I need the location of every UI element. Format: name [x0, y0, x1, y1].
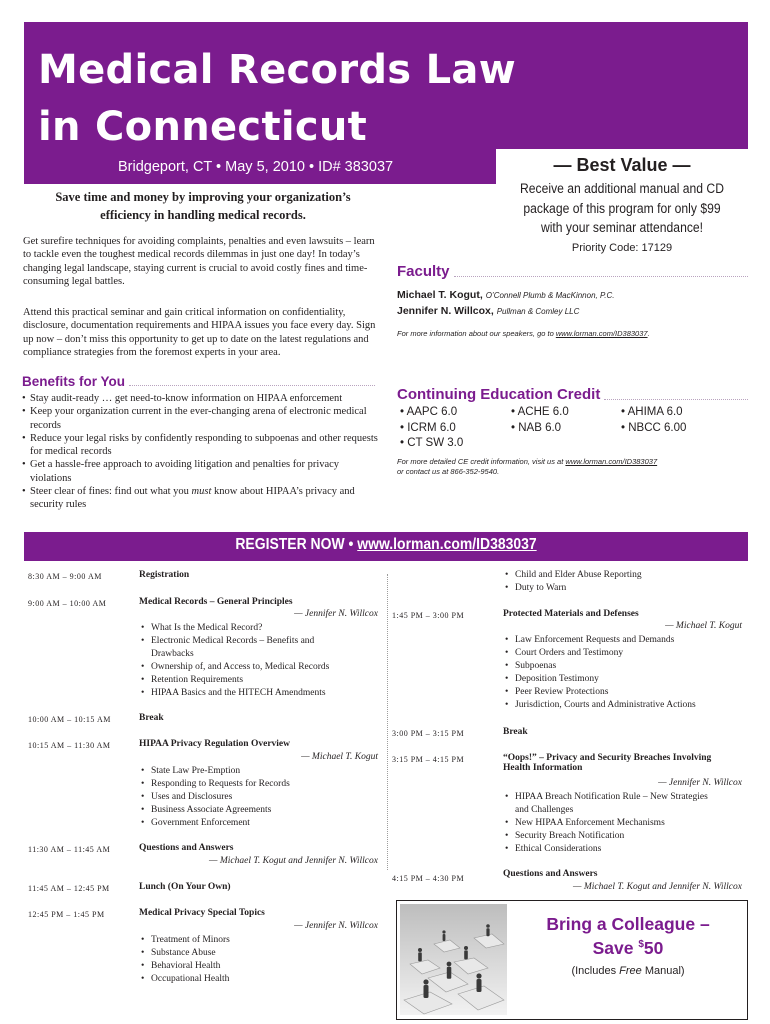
list-item: • Responding to Requests for Records: [139, 778, 384, 791]
session-topics: [139, 934, 384, 986]
ce-heading: Continuing Education Credit: [397, 386, 748, 403]
session-topics: [503, 569, 748, 595]
column-divider: [387, 574, 388, 870]
session-title: HIPAA Privacy Regulation Overview: [139, 739, 291, 749]
list-item: • Stay audit-ready … get need-to-know information on HIPAA enforcement: [22, 392, 378, 405]
session-title: Protected Materials and Defenses: [503, 609, 639, 619]
list-item: • Child and Elder Abuse Reporting: [503, 569, 748, 582]
list-item: and Challenges: [515, 805, 574, 815]
list-item: • Occupational Health: [139, 973, 384, 986]
list-item: • Retention Requirements: [139, 674, 384, 687]
session-title: Questions and Answers: [503, 869, 598, 879]
session-time: 3:00 PM – 3:15 PM: [392, 729, 465, 738]
benefits-list: [22, 392, 378, 512]
list-item: • Substance Abuse: [139, 947, 384, 960]
ce-credit: • AHIMA 6.0: [621, 405, 686, 421]
tagline: Save time and money by improving your organization’s efficiency in handling medical records.: [55, 190, 351, 222]
list-item: • Uses and Disclosures: [139, 791, 384, 804]
list-item: • Peer Review Protections: [503, 686, 748, 699]
session-topics: [503, 634, 748, 712]
list-item: • Behavioral Health: [139, 960, 384, 973]
priority-code: Priority Code: 17129: [571, 242, 673, 254]
list-item: • Get a hassle-free approach to avoiding litigation and penalties for privacy violations: [22, 458, 378, 485]
list-item: • Deposition Testimony: [503, 673, 748, 686]
intro-paragraph: Attend this practical seminar and gain critical information on confidentiality, disclosure, documentation requirements and HIPAA issues you face every day. Sign up now – don’t miss this opportunity to get up to date on the latest regulations and compliance strategies from the foremost experts in your area.: [23, 307, 376, 358]
best-value-offer: Receive an additional manual and CD package of this program for only $99 with your seminar attendance!: [520, 181, 724, 235]
ce-credit: • CT SW 3.0: [400, 436, 463, 452]
session-title: Medical Records – General Principles: [139, 597, 293, 607]
event-details: Bridgeport, CT • May 5, 2010 • ID# 383037: [118, 159, 394, 175]
list-item: • Ownership of, and Access to, Medical Records: [139, 661, 384, 674]
session-title: “Oops!” – Privacy and Security Breaches Involving Health Information: [503, 753, 712, 773]
page-title: Medical Records Law in Connecticut: [38, 47, 516, 150]
session-topics: [139, 622, 384, 700]
faculty-member: Jennifer N. Willcox, Pullman & Comley LLC: [397, 305, 580, 317]
list-item: • New HIPAA Enforcement Mechanisms: [503, 817, 748, 830]
list-item: • State Law Pre-Emption: [139, 765, 384, 778]
list-item: • Jurisdiction, Courts and Administrative Actions: [503, 699, 748, 712]
session-time: 11:30 AM – 11:45 AM: [28, 845, 111, 854]
session-title: Medical Privacy Special Topics: [139, 908, 265, 918]
faculty-more-info: For more information about our speakers, go to www.lorman.com/ID383037.: [397, 329, 650, 338]
register-now: REGISTER NOW • www.lorman.com/ID383037: [235, 536, 537, 553]
session-time: 1:45 PM – 3:00 PM: [392, 611, 465, 620]
list-item: • Reduce your legal risks by confidently responding to subpoenas and other requests for medical records: [22, 432, 378, 459]
list-item: • What Is the Medical Record?: [139, 622, 384, 635]
ce-list: [511, 405, 569, 436]
session-time: 10:00 AM – 10:15 AM: [28, 715, 111, 724]
session-topics: [139, 765, 384, 830]
ce-credit: • NBCC 6.00: [621, 421, 686, 437]
intro-paragraph: Get surefire techniques for avoiding complaints, penalties and even lawsuits – learn to tackle even the toughest medical records dilemmas in just one day! In today’s changing legal landscape, staying current is crucial to avoid costly fines and time-consuming legal battles.: [23, 236, 375, 287]
list-item: • Keep your organization current in the ever-changing arena of electronic medical records: [22, 405, 378, 432]
session-time: 10:15 AM – 11:30 AM: [28, 741, 111, 750]
session-time: 8:30 AM – 9:00 AM: [28, 572, 102, 581]
colleague-offer-title: Bring a Colleague –: [546, 914, 710, 934]
business-people-illustration: [400, 904, 507, 1015]
list-item: • Treatment of Minors: [139, 934, 384, 947]
session-speaker: — Jennifer N. Willcox: [294, 609, 378, 619]
session-speaker: — Jennifer N. Willcox: [294, 921, 378, 931]
session-title: Registration: [139, 570, 190, 580]
list-item: • Subpoenas: [503, 660, 748, 673]
list-item: • HIPAA Basics and the HITECH Amendments: [139, 687, 384, 700]
register-link[interactable]: www.lorman.com/ID383037: [357, 536, 537, 553]
list-item: • Electronic Medical Records – Benefits and: [139, 635, 384, 648]
session-speaker: — Jennifer N. Willcox: [658, 778, 742, 788]
session-time: 9:00 AM – 10:00 AM: [28, 599, 107, 608]
ce-list: [621, 405, 686, 436]
list-item: • Court Orders and Testimony: [503, 647, 748, 660]
ce-credit: • NAB 6.0: [511, 421, 569, 437]
ce-list: [400, 405, 463, 452]
session-time: 3:15 PM – 4:15 PM: [392, 755, 465, 764]
session-speaker: — Michael T. Kogut and Jennifer N. Willcox: [209, 856, 378, 866]
session-title: Break: [139, 713, 164, 723]
session-speaker: — Michael T. Kogut: [301, 752, 378, 762]
ce-credit: • AAPC 6.0: [400, 405, 463, 421]
list-item: • Business Associate Agreements: [139, 804, 384, 817]
ce-link[interactable]: www.lorman.com/ID383037: [565, 457, 658, 466]
faculty-heading: Faculty: [397, 263, 748, 280]
list-item: • Law Enforcement Requests and Demands: [503, 634, 748, 647]
list-item: • Duty to Warn: [503, 582, 748, 595]
session-speaker: — Michael T. Kogut and Jennifer N. Willcox: [573, 882, 742, 892]
session-time: 12:45 PM – 1:45 PM: [28, 910, 105, 919]
session-title: Lunch (On Your Own): [139, 882, 231, 892]
session-title: Questions and Answers: [139, 843, 234, 853]
ce-more-info: For more detailed CE credit information, visit us at www.lorman.com/ID383037 or contact us at 866-352-9540.: [397, 457, 658, 476]
faculty-member: Michael T. Kogut, O’Connell Plumb & MacKinnon, P.C.: [397, 289, 615, 301]
list-item: • Government Enforcement: [139, 817, 384, 830]
session-topics: [503, 791, 748, 856]
list-item: • Security Breach Notification: [503, 830, 748, 843]
session-speaker: — Michael T. Kogut: [665, 621, 742, 631]
list-item: • Ethical Considerations: [503, 843, 748, 856]
faculty-link[interactable]: www.lorman.com/ID383037: [555, 329, 648, 338]
list-item: Drawbacks: [151, 649, 194, 659]
session-time: 4:15 PM – 4:30 PM: [392, 874, 465, 883]
best-value-title: — Best Value —: [553, 155, 691, 175]
session-time: 11:45 AM – 12:45 PM: [28, 884, 110, 893]
colleague-savings: Save $50: [592, 938, 664, 958]
list-item: • Steer clear of fines: find out what you must know about HIPAA’s privacy and security rules: [22, 485, 378, 512]
colleague-offer-note: (Includes Free Manual): [571, 965, 685, 977]
list-item: • HIPAA Breach Notification Rule – New Strategies: [503, 791, 748, 804]
benefits-heading: Benefits for You: [22, 374, 375, 389]
ce-credit: • ACHE 6.0: [511, 405, 569, 421]
session-title: Break: [503, 727, 528, 737]
ce-credit: • ICRM 6.0: [400, 421, 463, 437]
